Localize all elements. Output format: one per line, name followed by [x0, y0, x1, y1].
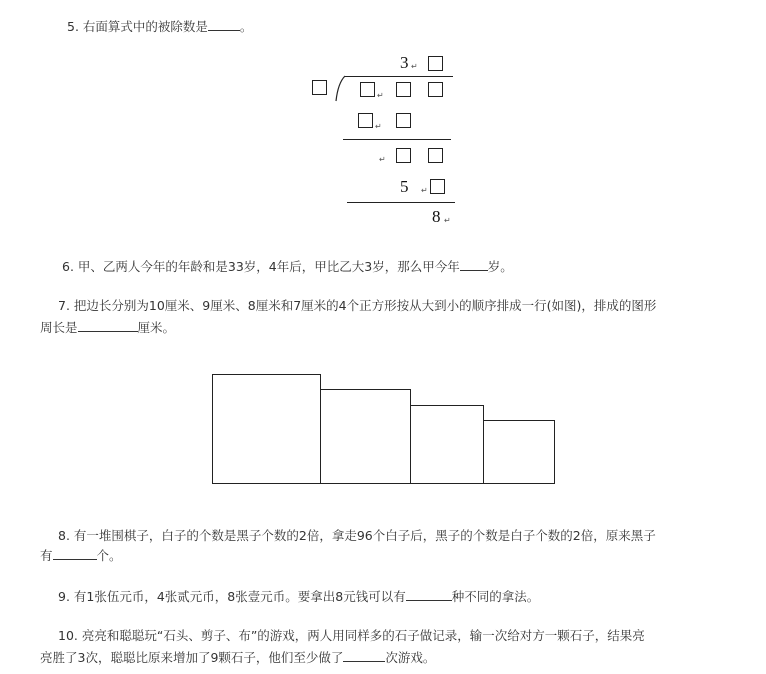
q6-suffix: 岁。: [487, 259, 513, 274]
question-10-line-2: [40, 648, 435, 667]
question-9: [58, 587, 539, 606]
quotient-digit: 3: [400, 53, 409, 72]
q8-answer-blank: [53, 546, 97, 560]
question-10-line-1: 10. 亮亮和聪聪玩“石头、剪子、布”的游戏，两人用同样多的石子做记录，输一次给对方一颗石子，结果亮: [58, 628, 645, 643]
remainder-box: [396, 148, 411, 163]
square-9cm: [320, 389, 411, 484]
q7-text: 周长是: [40, 320, 78, 335]
question-8-line-1: 8. 有一堆围棋子，白子的个数是黑子个数的2倍，拿走96个白子后，黑子的个数是白子个数的2倍，原来黑子: [58, 528, 656, 543]
question-7-line-1: 7. 把边长分别为10厘米、9厘米、8厘米和7厘米的4个正方形按从大到小的顺序排成一行(如图)，排成的图形: [58, 298, 657, 313]
q7-suffix: 厘米。: [137, 320, 176, 335]
quotient-box: [428, 56, 443, 71]
para-mark: ↵: [444, 216, 451, 225]
dividend-box: [360, 82, 375, 97]
q8-text: 有: [40, 548, 53, 563]
square-10cm: [212, 374, 321, 484]
product-digit: 5: [400, 177, 409, 196]
product-box: [430, 179, 445, 194]
product-box: [358, 113, 373, 128]
para-mark: ↵: [421, 186, 428, 195]
product-box: [396, 113, 411, 128]
q9-answer-blank: [406, 587, 452, 601]
q8-suffix: 个。: [96, 548, 122, 563]
subtraction-line: [347, 202, 455, 203]
para-mark: ↵: [411, 62, 418, 71]
division-bar: [345, 76, 453, 77]
remainder-box: [428, 148, 443, 163]
q10-answer-blank: [343, 648, 385, 662]
question-7-line-2: [40, 318, 175, 337]
dividend-box: [396, 82, 411, 97]
q5-text: 5. 右面算式中的被除数是: [67, 19, 208, 34]
dividend-box: [428, 82, 443, 97]
divisor-box: [312, 80, 327, 95]
division-bracket: [333, 75, 353, 105]
q7-answer-blank: [78, 318, 138, 332]
square-8cm: [410, 405, 484, 484]
para-mark: ↵: [379, 155, 386, 164]
q10-suffix: 次游戏。: [385, 650, 436, 665]
para-mark: ↵: [375, 122, 382, 131]
q6-text: 6. 甲、乙两人今年的年龄和是33岁，4年后，甲比乙大3岁，那么甲今年: [62, 259, 460, 274]
question-5: [67, 17, 252, 36]
question-6: [62, 257, 513, 276]
subtraction-line: [343, 139, 451, 140]
q5-answer-blank: [208, 17, 240, 31]
question-8-line-2: [40, 546, 122, 565]
final-remainder-digit: 8: [432, 207, 441, 226]
q6-answer-blank: [460, 257, 488, 271]
square-7cm: [483, 420, 555, 484]
q5-suffix: 。: [239, 19, 253, 34]
q9-suffix: 种不同的拿法。: [451, 589, 540, 604]
q9-text: 9. 有1张伍元币，4张贰元币，8张壹元币。要拿出8元钱可以有: [58, 589, 406, 604]
q10-text: 亮胜了3次，聪聪比原来增加了9颗石子，他们至少做了: [40, 650, 344, 665]
para-mark: ↵: [377, 91, 384, 100]
